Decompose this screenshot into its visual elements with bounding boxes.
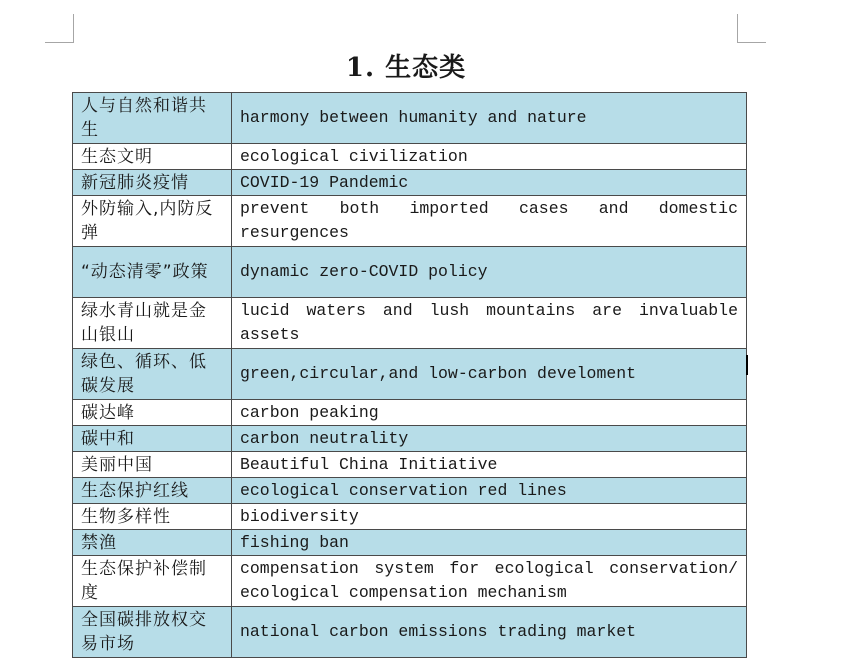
section-title: 1. 生态类 xyxy=(345,53,467,83)
text-cursor xyxy=(746,355,748,375)
table-row xyxy=(73,247,747,298)
english-translation[interactable]: biodiversity xyxy=(232,504,747,530)
english-translation[interactable]: carbon neutrality xyxy=(232,426,747,452)
english-translation[interactable]: national carbon emissions trading market xyxy=(232,607,747,658)
table-row xyxy=(73,452,747,478)
table-row xyxy=(73,144,747,170)
table-row xyxy=(73,298,747,349)
glossary-table xyxy=(72,92,747,658)
table-row xyxy=(73,426,747,452)
english-translation[interactable]: carbon peaking xyxy=(232,400,747,426)
table-row xyxy=(73,400,747,426)
chinese-term[interactable]: 人与自然和谐共生 xyxy=(73,93,232,144)
table-row xyxy=(73,607,747,658)
chinese-term[interactable]: 生态文明 xyxy=(73,144,232,170)
english-translation[interactable]: lucid waters and lush mountains are invaluable assets xyxy=(232,298,747,349)
english-translation[interactable]: fishing ban xyxy=(232,530,747,556)
chinese-term[interactable]: 禁渔 xyxy=(73,530,232,556)
english-translation[interactable]: ecological civilization xyxy=(232,144,747,170)
english-translation[interactable]: green,circular,and low-carbon develoment xyxy=(232,349,747,400)
chinese-term[interactable]: 新冠肺炎疫情 xyxy=(73,170,232,196)
english-translation[interactable]: COVID-19 Pandemic xyxy=(232,170,747,196)
english-translation[interactable]: prevent both imported cases and domestic resurgences xyxy=(232,196,747,247)
chinese-term[interactable]: 碳达峰 xyxy=(73,400,232,426)
table-row xyxy=(73,349,747,400)
english-translation[interactable]: dynamic zero-COVID policy xyxy=(232,247,747,298)
chinese-term[interactable]: 全国碳排放权交易市场 xyxy=(73,607,232,658)
table-row xyxy=(73,556,747,607)
english-translation[interactable]: Beautiful China Initiative xyxy=(232,452,747,478)
table-row xyxy=(73,170,747,196)
table-row xyxy=(73,504,747,530)
chinese-term[interactable]: 碳中和 xyxy=(73,426,232,452)
crop-mark-top-left xyxy=(45,14,74,43)
chinese-term[interactable]: 绿水青山就是金山银山 xyxy=(73,298,232,349)
table-row xyxy=(73,196,747,247)
chinese-term[interactable]: 生态保护补偿制度 xyxy=(73,556,232,607)
chinese-term[interactable]: 美丽中国 xyxy=(73,452,232,478)
chinese-term[interactable]: 生态保护红线 xyxy=(73,478,232,504)
english-translation[interactable]: harmony between humanity and nature xyxy=(232,93,747,144)
english-translation[interactable]: compensation system for ecological conservation/ ecological compensation mechanism xyxy=(232,556,747,607)
table-row xyxy=(73,530,747,556)
crop-mark-top-right xyxy=(737,14,766,43)
english-translation[interactable]: ecological conservation red lines xyxy=(232,478,747,504)
chinese-term[interactable]: 外防输入,内防反弹 xyxy=(73,196,232,247)
chinese-term[interactable]: “动态清零”政策 xyxy=(73,247,232,298)
table-row xyxy=(73,93,747,144)
chinese-term[interactable]: 生物多样性 xyxy=(73,504,232,530)
chinese-term[interactable]: 绿色、循环、低碳发展 xyxy=(73,349,232,400)
table-row xyxy=(73,478,747,504)
